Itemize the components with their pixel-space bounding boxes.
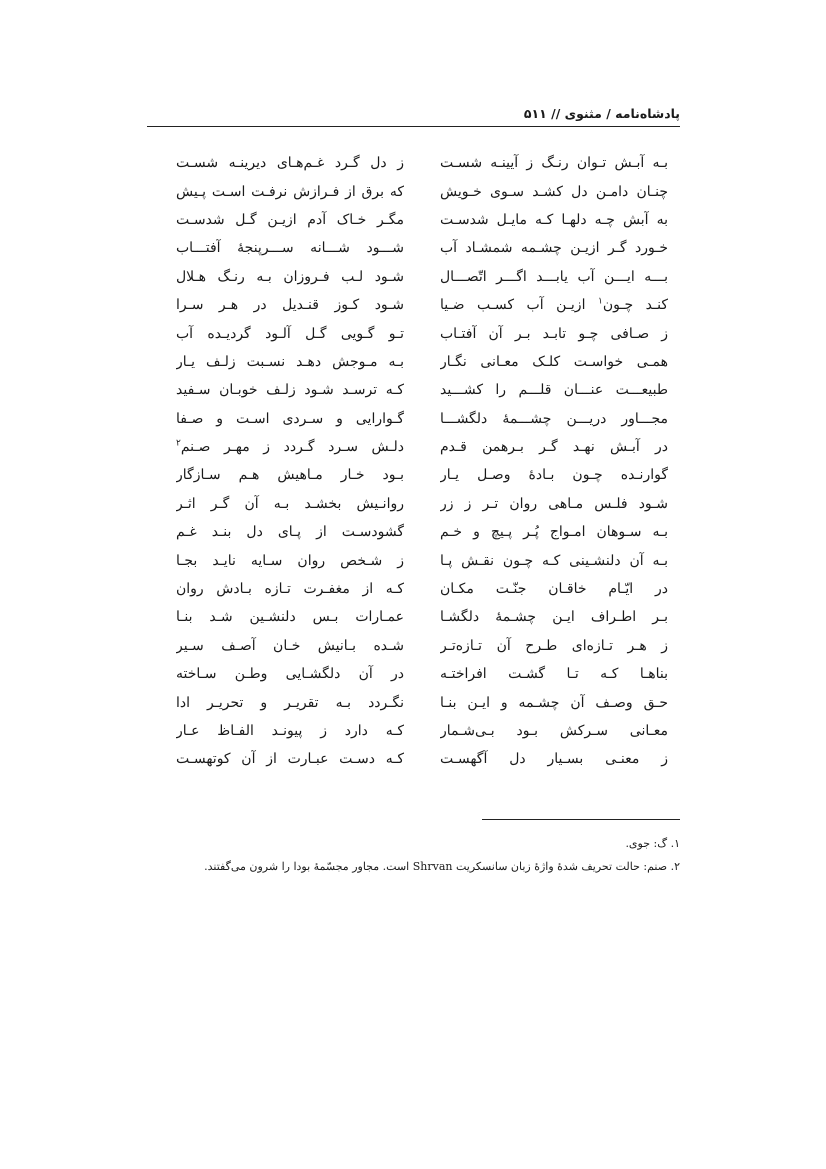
hemistich-left [176, 206, 404, 234]
hemistich-right [440, 376, 668, 404]
hemistich-left [176, 149, 404, 177]
couplet [176, 603, 668, 631]
couplet [176, 319, 668, 347]
hemistich-text: ز شـخص روان سـایه نایـد بجـا [176, 552, 404, 569]
couplet [176, 149, 668, 177]
hemistich-text: شـــود شـــانه ســـرپنجهٔ آفتـــاب [176, 240, 404, 257]
hemistich-text: بناهـا کـه تـا گشـت افراختـه [440, 666, 668, 683]
hemistich-text: بـر اطـراف ایـن چشـمهٔ دلگشـا [440, 609, 668, 626]
hemistich-text: گوارنـده چـون بـادهٔ وصـل یـار [440, 467, 668, 484]
hemistich-left [176, 547, 404, 575]
hemistich-text: گشودسـت از پـای دل بنـد غـم [176, 524, 404, 541]
hemistich-left [176, 376, 404, 404]
couplet [176, 376, 668, 404]
hemistich-right [440, 461, 668, 489]
couplet [176, 717, 668, 745]
hemistich-left [176, 178, 404, 206]
couplet [176, 745, 668, 773]
hemistich-right [440, 745, 668, 773]
hemistich-text: بـه سـوهان امـواج پُـر پـیچ و خـم [440, 524, 668, 541]
footnote-rule [482, 819, 680, 820]
hemistich-text: بـــه ایـــن آب یابـــد اگـــر اتّصـــال [440, 268, 668, 285]
hemistich-right [440, 603, 668, 631]
hemistich-text: کـه از مغفـرت تـازه بـادش روان [176, 581, 404, 598]
hemistich-right [440, 717, 668, 745]
hemistich-left [176, 405, 404, 433]
hemistich-text: مجـــاور دریـــن چشـــمهٔ دلگشـــا [440, 410, 668, 427]
hemistich-text: تـو گـویی گـل آلـود گردیـده آب [176, 325, 404, 342]
hemistich-text: حـق وصـف آن چشـمه و ایـن بنـا [440, 694, 668, 711]
hemistich-text: گـوارایی و سـردی اسـت و صـفا [176, 410, 404, 427]
hemistich-text: روانـیش بخشـد بـه آن گـر اثـر [176, 495, 404, 512]
couplet [176, 490, 668, 518]
couplet [176, 291, 668, 319]
couplet [176, 632, 668, 660]
hemistich-text: به آبش چـه دلهـا کـه مایـل شدسـت [440, 211, 668, 228]
hemistich-text: کـه ترسـد شـود زلـف خوبـان سـفید [176, 382, 404, 399]
hemistich-right [440, 575, 668, 603]
hemistich-left [176, 745, 404, 773]
hemistich-left [176, 263, 404, 291]
hemistich-right [440, 547, 668, 575]
hemistich-text-continued: ازیـن آب کسـب ضـیا [440, 297, 598, 314]
couplet [176, 688, 668, 716]
footnote: ۱. گ: جوی. [625, 837, 680, 850]
couplet [176, 177, 668, 205]
hemistich-right [440, 149, 668, 177]
hemistich-left [176, 461, 404, 489]
hemistich-text: شـود کـوز قنـدیل در هـر سـرا [176, 297, 404, 314]
hemistich-right [440, 660, 668, 688]
hemistich-right [440, 206, 668, 234]
running-header [147, 103, 680, 125]
couplet [176, 546, 668, 574]
hemistich-text: دلـش سـرد گـردد ز مهـر صـنم [180, 439, 404, 456]
hemistich-text: ز هـر تـازه‌ای طـرح آن تـازه‌تـر [440, 637, 668, 654]
hemistich-text: در آن دلگشـایی وطـن سـاخته [176, 666, 404, 683]
hemistich-text: شـده بـانیش خـان آصـف سـیر [176, 637, 404, 654]
hemistich-text: طبیعـــت عنـــان قلـــم را کشـــید [440, 382, 668, 399]
hemistich-right [440, 433, 668, 461]
hemistich-right [440, 490, 668, 518]
hemistich-text: ز معنـی بسـیار دل آگهسـت [440, 751, 668, 768]
hemistich-text: کـه دسـت عبـارت از آن کوتهسـت [176, 751, 404, 768]
hemistich-left [176, 689, 404, 717]
hemistich-right [440, 320, 668, 348]
hemistich-right [440, 518, 668, 546]
hemistich-left [176, 433, 404, 461]
running-title: پادشاه‌نامه / مثنوی // ۵۱۱ [523, 106, 680, 121]
hemistich-text: کنـد چـون [602, 297, 668, 314]
hemistich-left [176, 490, 404, 518]
poem-body [176, 149, 668, 768]
hemistich-left [176, 348, 404, 376]
hemistich-right [440, 405, 668, 433]
couplet [176, 518, 668, 546]
footnotes [140, 832, 680, 878]
hemistich-text: بـه مـوجش دهـد نسـبت زلـف یـار [176, 353, 404, 370]
hemistich-text: در ایّـام خاقـان جنّـت مکـان [440, 581, 668, 598]
hemistich-right [440, 632, 668, 660]
couplet [176, 348, 668, 376]
hemistich-text: در آبـش نهـد گـر بـرهمن قـدم [440, 439, 668, 456]
hemistich-left [176, 518, 404, 546]
hemistich-left [176, 660, 404, 688]
footnote-marker: ۲ [176, 438, 181, 449]
couplet [176, 234, 668, 262]
hemistich-left [176, 632, 404, 660]
hemistich-text: همـی خواسـت کلـک معـانی نگـار [440, 353, 668, 370]
header-rule [147, 126, 680, 127]
hemistich-text: مگـر خـاک آدم ازیـن گـل شدسـت [176, 211, 404, 228]
footnote: ۲. صنم: حالت تحریف شدهٔ واژهٔ زبان سانسکریت Shrvan است. مجاور مجسّمهٔ بودا را شرون می‌گفتند. [204, 860, 680, 873]
hemistich-text: ز صـافی چـو تابـد بـر آن آفتـاب [440, 325, 668, 342]
hemistich-text: چنـان دامـن دل کشـد سـوی خـویش [440, 183, 668, 200]
hemistich-text: ز دل گـرد غـم‌هـای دیرینـه شسـت [176, 155, 404, 172]
hemistich-left [176, 717, 404, 745]
couplet [176, 575, 668, 603]
hemistich-text: نگـردد بـه تقریـر و تحریـر ادا [176, 694, 404, 711]
hemistich-text: کـه دارد ز پیونـد الفـاظ عـار [176, 723, 404, 739]
couplet [176, 461, 668, 489]
hemistich-text: شـود لـب فـروزان بـه رنـگ هـلال [176, 268, 404, 285]
hemistich-left [176, 603, 404, 631]
hemistich-right [440, 689, 668, 717]
hemistich-text: بـود خـار مـاهیش هـم سـازگار [176, 467, 404, 484]
couplet [176, 263, 668, 291]
hemistich-text: عمـارات بـس دلنشـین شـد بنـا [176, 609, 404, 626]
hemistich-left [176, 291, 404, 319]
hemistich-text: که برق از فـرازش نرفـت اسـت پـیش [176, 183, 404, 200]
hemistich-text: بـه آن دلنشـینی کـه چـون نقـش پـا [440, 552, 668, 569]
hemistich-left [176, 234, 404, 262]
couplet [176, 206, 668, 234]
hemistich-text: شـود فلـس مـاهی روان تـر ز زر [440, 495, 668, 512]
couplet [176, 660, 668, 688]
hemistich-right [440, 234, 668, 262]
footnote-marker: ۱ [598, 296, 603, 307]
hemistich-text: خـورد گـر ازیـن چشـمه شمشـاد آب [440, 240, 668, 257]
hemistich-left [176, 575, 404, 603]
couplet [176, 405, 668, 433]
hemistich-right [440, 263, 668, 291]
hemistich-right [440, 291, 668, 319]
couplet [176, 433, 668, 461]
hemistich-right [440, 178, 668, 206]
hemistich-left [176, 320, 404, 348]
hemistich-right [440, 348, 668, 376]
hemistich-text: معـانی سـرکش بـود بـی‌شـمار [440, 723, 668, 739]
hemistich-text: بـه آبـش تـوان رنـگ ز آیینـه شسـت [440, 155, 668, 172]
